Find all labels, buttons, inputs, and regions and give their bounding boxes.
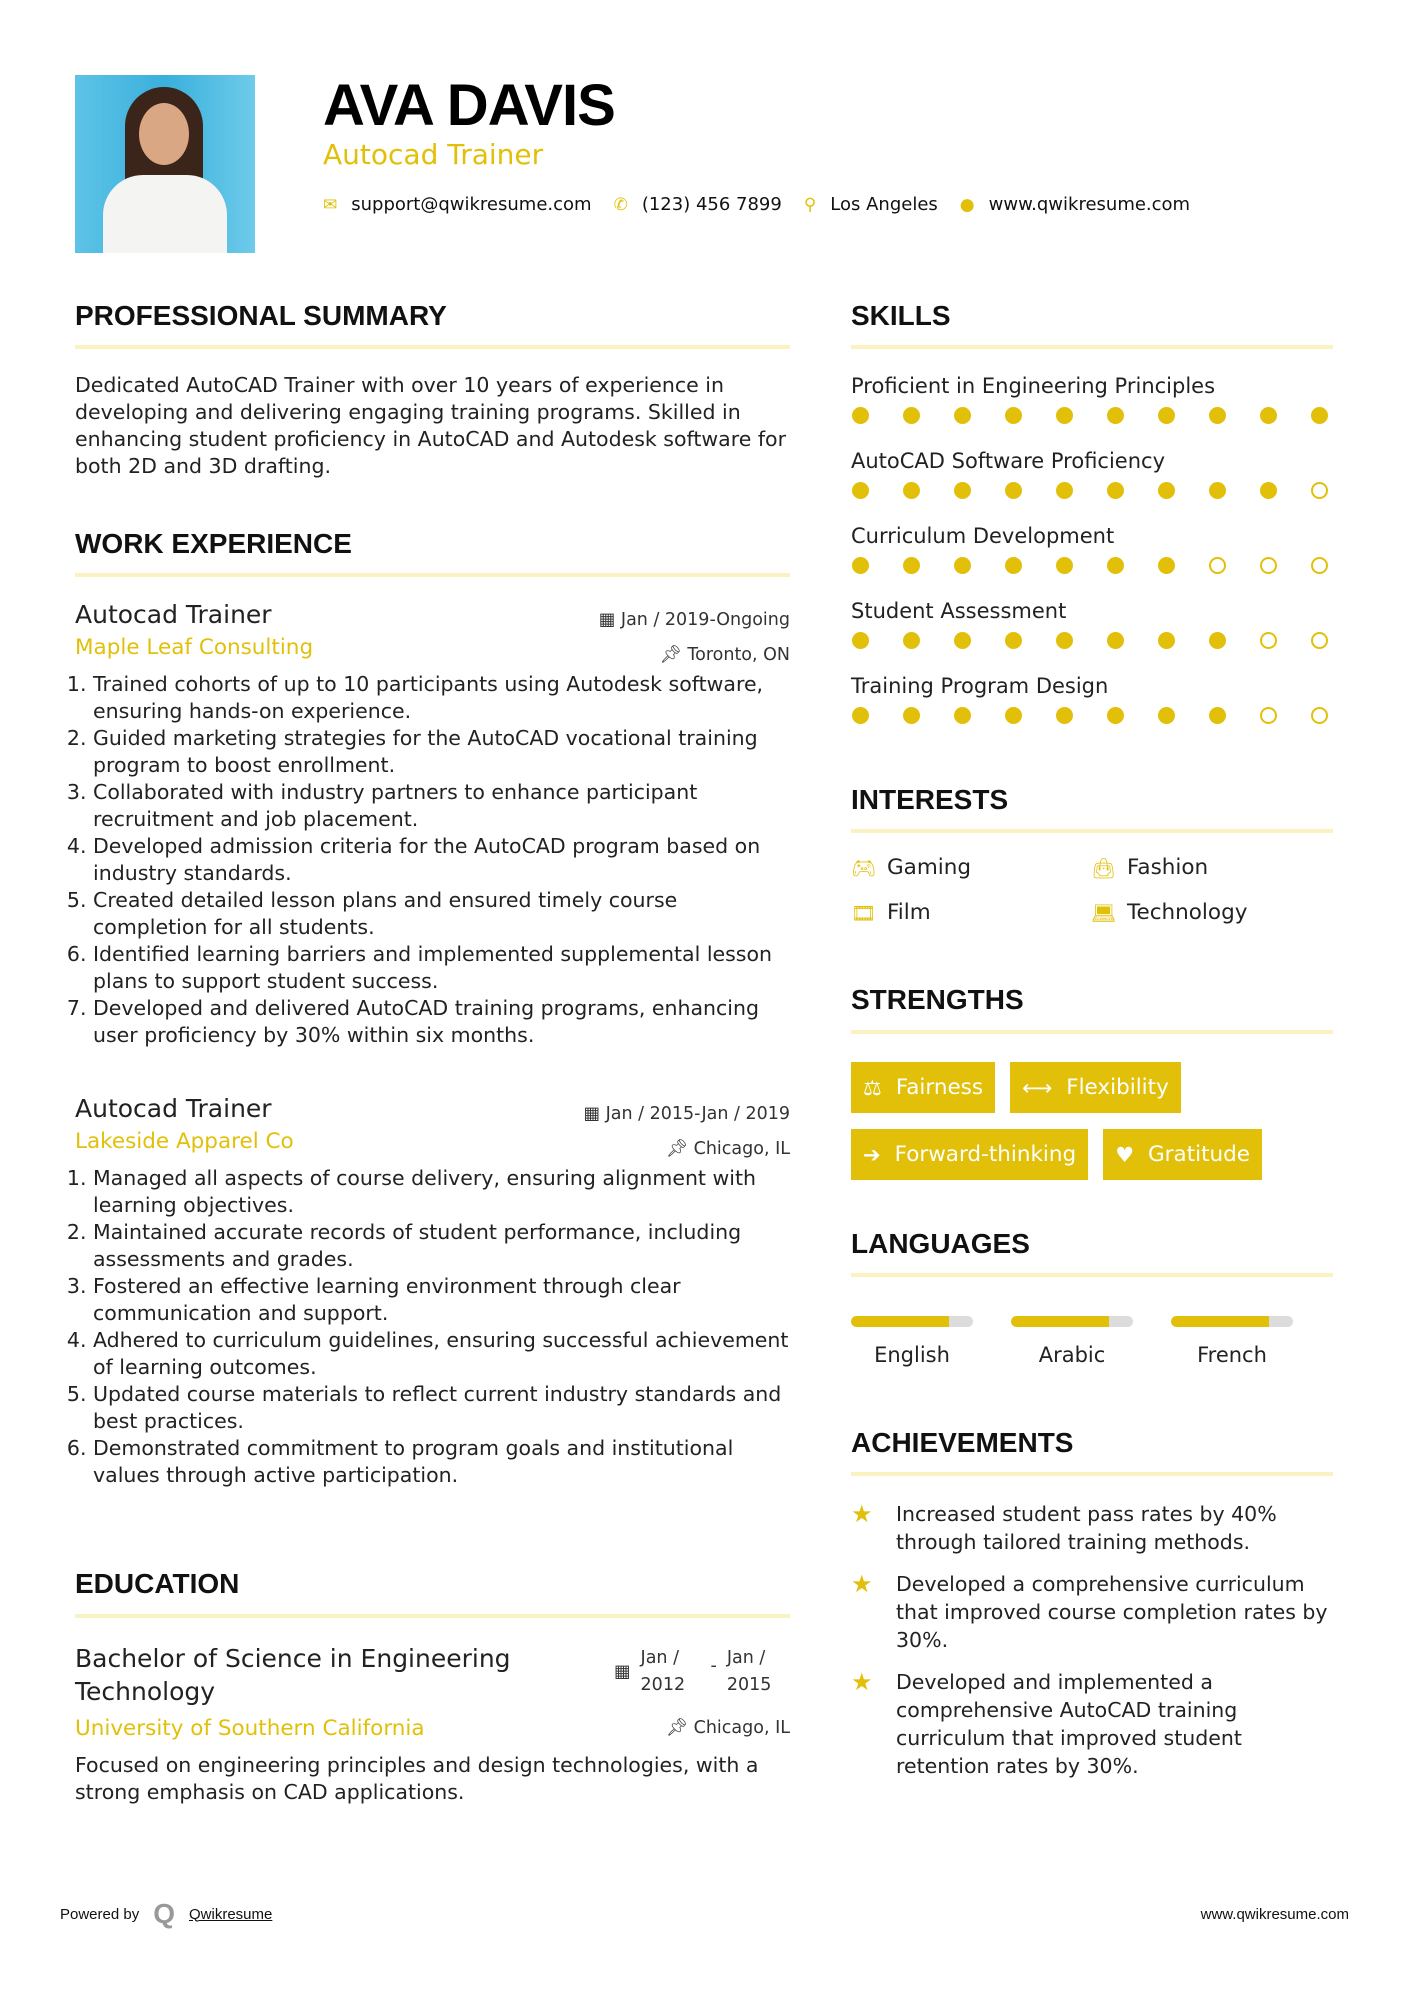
skill-rating (851, 407, 1333, 424)
rating-dot-filled (1056, 707, 1073, 724)
rating-dot-filled (954, 482, 971, 499)
summary-heading: PROFESSIONAL SUMMARY (75, 300, 447, 331)
rating-dot-filled (903, 557, 920, 574)
pin-icon: 📌︎ (665, 1139, 694, 1159)
skill-rating (851, 557, 1333, 574)
rating-dot-filled (1005, 707, 1022, 724)
profile-photo (75, 75, 255, 253)
skill-label: Training Program Design (851, 674, 1109, 698)
language-level-bar (1171, 1316, 1293, 1327)
education-heading: EDUCATION (75, 1568, 240, 1599)
school-name: University of Southern California (75, 1716, 425, 1741)
qwikresume-link[interactable]: Qwikresume (189, 1905, 273, 1923)
list-item: 5. Updated course materials to reflect current industry standards and best practices. (93, 1381, 790, 1435)
list-item: 4. Developed admission criteria for the AutoCAD program based on industry standards. (93, 833, 790, 887)
job-entry (75, 600, 790, 1049)
contact-location: Los Angeles (830, 194, 938, 215)
degree-title: Bachelor of Science in Engineering Technology (75, 1644, 511, 1706)
rating-dot-filled (852, 707, 869, 724)
star-icon: ★ (851, 1570, 873, 1598)
company-name: Lakeside Apparel Co (75, 1129, 294, 1154)
list-item: 6. Identified learning barriers and implemented supplemental lesson plans to support student success. (93, 941, 790, 995)
rating-dot-filled (1209, 707, 1226, 724)
shopping-bag-icon: 👜︎ (1091, 855, 1117, 880)
rating-dot-filled (1056, 557, 1073, 574)
language-item: French (1171, 1316, 1293, 1367)
rating-dot-filled (1107, 557, 1124, 574)
rating-dot-filled (903, 482, 920, 499)
list-item: 3. Fostered an effective learning environment through clear communication and support. (93, 1273, 790, 1327)
skills-heading: SKILLS (851, 300, 951, 331)
rating-dot-filled (954, 407, 971, 424)
skill-item (851, 674, 1333, 749)
pin-icon: 📌︎ (665, 1718, 694, 1738)
contact-phone[interactable]: (123) 456 7899 (641, 194, 782, 215)
heart-icon: ♥ (1115, 1142, 1135, 1167)
calendar-icon: ▦ (598, 610, 621, 630)
rating-dot-empty (1209, 557, 1226, 574)
job-title: Autocad Trainer (75, 600, 272, 629)
achievements-list (851, 1500, 1333, 1780)
list-item: 7. Developed and delivered AutoCAD training programs, enhancing user proficiency by 30% within six months. (93, 995, 790, 1049)
interests-list (851, 855, 1333, 925)
rating-dot-filled (1107, 482, 1124, 499)
rating-dot-filled (1260, 407, 1277, 424)
arrows-horizontal-icon: ⟷ (1022, 1075, 1053, 1100)
rating-dot-filled (1107, 632, 1124, 649)
rating-dot-filled (1005, 557, 1022, 574)
interest-item: 🎮︎ Gaming (851, 855, 972, 880)
rating-dot-filled (852, 557, 869, 574)
list-item: 1. Managed all aspects of course delivery, ensuring alignment with learning objectives. (93, 1165, 790, 1219)
rating-dot-filled (954, 707, 971, 724)
star-icon: ★ (851, 1668, 873, 1696)
job-bullets (75, 671, 790, 1049)
interest-item: 👜︎ Fashion (1091, 855, 1209, 880)
rating-dot-filled (1005, 632, 1022, 649)
education-description: Focused on engineering principles and design technologies, with a strong emphasis on CAD applications. (75, 1753, 759, 1804)
laptop-icon: 💻︎ (1091, 900, 1117, 925)
job-date: ▦ Jan / 2015-Jan / 2019 (583, 1104, 790, 1124)
rating-dot-filled (903, 407, 920, 424)
job-location: 📌︎ Chicago, IL (665, 1139, 790, 1159)
powered-by-label: Powered by (60, 1905, 140, 1923)
candidate-title: Autocad Trainer (323, 138, 544, 171)
rating-dot-filled (1260, 482, 1277, 499)
language-level-bar (851, 1316, 973, 1327)
skill-item (851, 374, 1333, 449)
job-entry (75, 1094, 790, 1489)
rating-dot-filled (1209, 482, 1226, 499)
education-end: Jan / 2015 (726, 1648, 772, 1695)
interests-heading: INTERESTS (851, 784, 1009, 815)
balance-scale-icon: ⚖ (863, 1075, 882, 1100)
rating-dot-filled (1158, 707, 1175, 724)
rating-dot-filled (852, 632, 869, 649)
skill-item (851, 599, 1333, 674)
skill-item (851, 524, 1333, 599)
phone-icon: ✆ (613, 194, 628, 215)
languages-heading: LANGUAGES (851, 1228, 1030, 1259)
list-item: 5. Created detailed lesson plans and ensured timely course completion for all students. (93, 887, 790, 941)
rating-dot-filled (1005, 482, 1022, 499)
rating-dot-filled (1158, 407, 1175, 424)
rating-dot-empty (1311, 482, 1328, 499)
divider (851, 1030, 1333, 1034)
map-pin-icon: ⚲ (803, 194, 817, 215)
globe-icon: ● (959, 194, 975, 215)
summary-text: Dedicated AutoCAD Trainer with over 10 years of experience in developing and delivering engaging training programs. Skilled in enhancing student proficiency in AutoCAD and Autodesk software for both 2D and 3D drafting. (75, 373, 787, 478)
strength-badge: ♥ Gratitude (1103, 1129, 1262, 1180)
skill-rating (851, 707, 1333, 724)
gamepad-icon: 🎮︎ (851, 855, 877, 880)
achievement-item: ★ Developed and implemented a comprehensive AutoCAD training curriculum that improved student retention rates by 30%. (851, 1668, 1242, 1778)
divider (75, 1614, 790, 1618)
rating-dot-filled (852, 482, 869, 499)
rating-dot-filled (1158, 482, 1175, 499)
contact-bar (323, 194, 1212, 215)
rating-dot-filled (852, 407, 869, 424)
job-location: 📌︎ Toronto, ON (659, 645, 790, 665)
rating-dot-empty (1260, 707, 1277, 724)
rating-dot-empty (1311, 557, 1328, 574)
divider (75, 573, 790, 577)
work-heading: WORK EXPERIENCE (75, 528, 352, 559)
education-start: Jan / 2012 (640, 1648, 686, 1695)
rating-dot-filled (903, 707, 920, 724)
skill-label: Proficient in Engineering Principles (851, 374, 1216, 398)
rating-dot-filled (1209, 407, 1226, 424)
strengths-list (851, 1062, 1321, 1180)
strength-badge: ➔ Forward-thinking (851, 1129, 1088, 1180)
strength-badge: ⟷ Flexibility (1010, 1062, 1181, 1113)
company-name: Maple Leaf Consulting (75, 635, 314, 660)
calendar-icon: ▦ (614, 1662, 631, 1682)
rating-dot-filled (1107, 707, 1124, 724)
rating-dot-filled (954, 557, 971, 574)
rating-dot-filled (954, 632, 971, 649)
strength-badge: ⚖ Fairness (851, 1062, 995, 1113)
list-item: 3. Collaborated with industry partners to enhance participant recruitment and job placement. (93, 779, 790, 833)
skill-item (851, 449, 1333, 524)
footer-website[interactable]: www.qwikresume.com (1200, 1906, 1349, 1923)
skill-label: Curriculum Development (851, 524, 1115, 548)
strengths-heading: STRENGTHS (851, 984, 1024, 1015)
job-title: Autocad Trainer (75, 1094, 272, 1123)
list-item: 4. Adhered to curriculum guidelines, ensuring successful achievement of learning outcomes. (93, 1327, 790, 1381)
arrow-right-icon: ➔ (863, 1142, 881, 1167)
rating-dot-filled (1056, 482, 1073, 499)
rating-dot-filled (1158, 557, 1175, 574)
rating-dot-empty (1260, 632, 1277, 649)
interest-item: 🎞︎ Film (851, 900, 931, 925)
envelope-icon: ✉ (323, 194, 338, 215)
list-item: 6. Demonstrated commitment to program goals and institutional values through active participation. (93, 1435, 790, 1489)
interest-item: 💻︎ Technology (1091, 900, 1248, 925)
language-level-bar (1011, 1316, 1133, 1327)
list-item: 2. Maintained accurate records of student performance, including assessments and grades. (93, 1219, 790, 1273)
rating-dot-filled (1056, 632, 1073, 649)
job-bullets (75, 1165, 790, 1489)
contact-website[interactable]: www.qwikresume.com (988, 194, 1191, 215)
list-item: 2. Guided marketing strategies for the AutoCAD vocational training program to boost enrollment. (93, 725, 790, 779)
rating-dot-filled (1005, 407, 1022, 424)
rating-dot-filled (1311, 407, 1328, 424)
film-icon: 🎞︎ (851, 900, 877, 925)
divider (851, 1472, 1333, 1476)
skills-list (851, 374, 1333, 749)
divider (75, 345, 790, 349)
rating-dot-filled (1158, 632, 1175, 649)
rating-dot-filled (1209, 632, 1226, 649)
pin-icon: 📌︎ (659, 645, 688, 665)
rating-dot-filled (903, 632, 920, 649)
calendar-icon: ▦ (583, 1104, 606, 1124)
language-item: Arabic (1011, 1316, 1133, 1367)
skill-label: AutoCAD Software Proficiency (851, 449, 1166, 473)
achievement-item: ★ Increased student pass rates by 40% through tailored training methods. (851, 1500, 1277, 1554)
star-icon: ★ (851, 1500, 873, 1528)
qwikresume-logo-icon: Q (153, 1898, 175, 1929)
list-item: 1. Trained cohorts of up to 10 participants using Autodesk software, ensuring hands-on experience. (93, 671, 790, 725)
skill-rating (851, 632, 1333, 649)
divider (851, 829, 1333, 833)
achievement-item: ★ Developed a comprehensive curriculum that improved course completion rates by 30%. (851, 1570, 1328, 1652)
contact-email[interactable]: support@qwikresume.com (351, 194, 592, 215)
skill-label: Student Assessment (851, 599, 1067, 623)
candidate-name: AVA DAVIS (323, 73, 615, 138)
footer-branding (60, 1898, 272, 1930)
divider (851, 345, 1333, 349)
rating-dot-empty (1260, 557, 1277, 574)
rating-dot-empty (1311, 632, 1328, 649)
languages-list (851, 1316, 1333, 1367)
rating-dot-filled (1056, 407, 1073, 424)
rating-dot-empty (1311, 707, 1328, 724)
achievements-heading: ACHIEVEMENTS (851, 1427, 1074, 1458)
education-dates: ▦ Jan / 2012 - Jan / 2015 (614, 1645, 787, 1699)
rating-dot-filled (1107, 407, 1124, 424)
language-item: English (851, 1316, 973, 1367)
education-location: 📌︎ Chicago, IL (665, 1718, 790, 1738)
divider (851, 1273, 1333, 1277)
skill-rating (851, 482, 1333, 499)
job-date: ▦ Jan / 2019-Ongoing (598, 610, 790, 630)
